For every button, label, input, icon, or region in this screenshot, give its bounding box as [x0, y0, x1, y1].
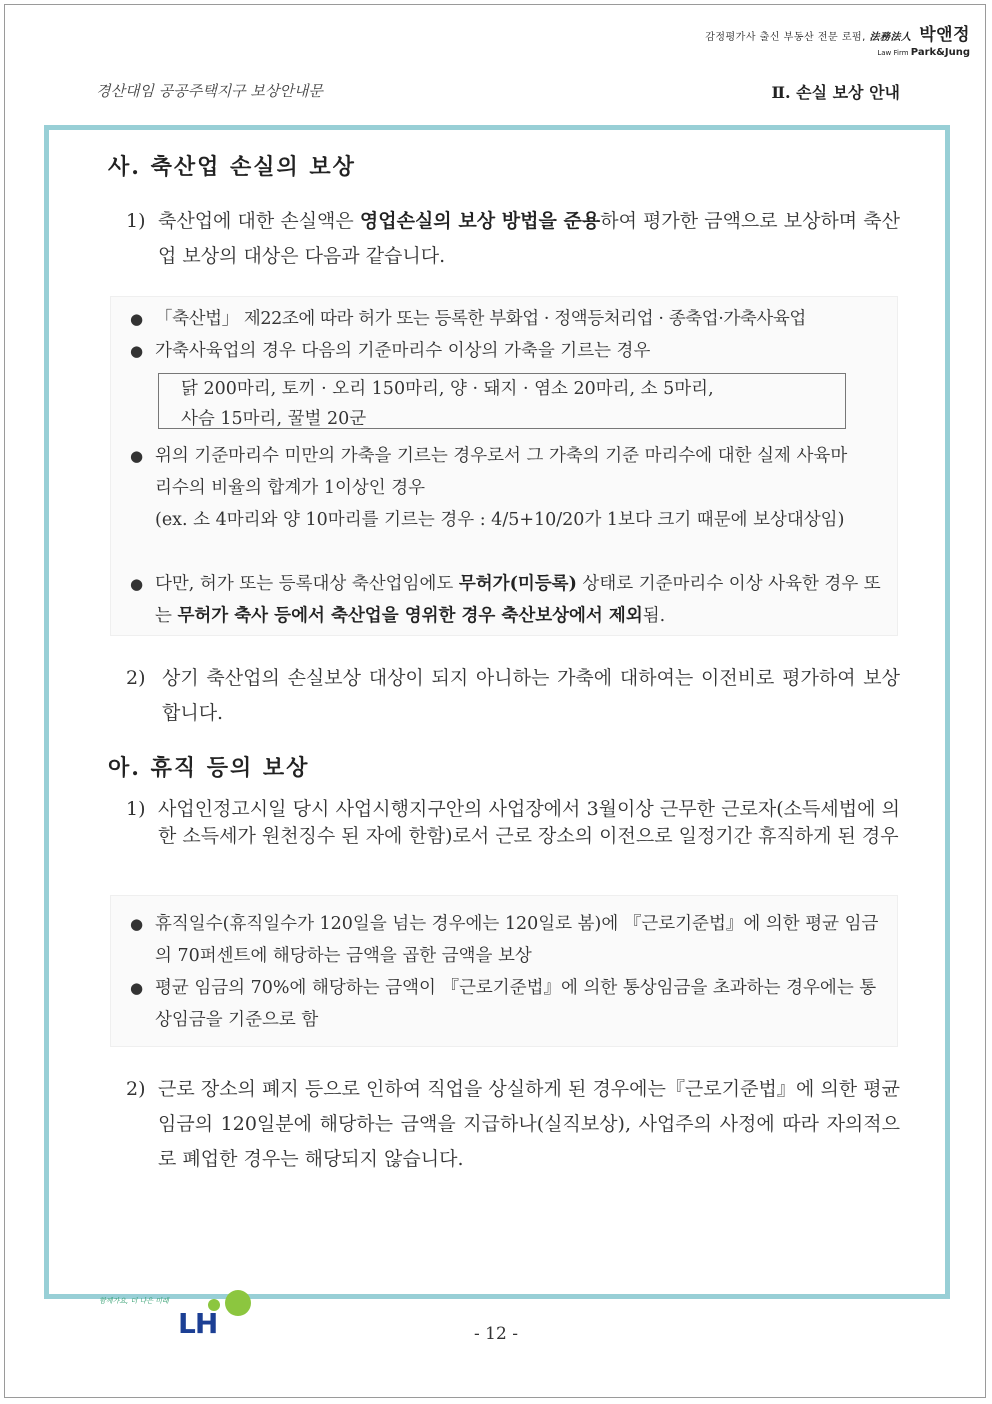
bold-text-run: 영업손실의 보상 방법을 준용	[359, 210, 601, 232]
bullet-text	[130, 568, 892, 632]
bullet-text: 평균 임금의 70%에 해당하는 금액이 『근로기준법』에 의한 통상임금을 초과하는 경우에는 통상임금을 기준으로 함	[155, 978, 877, 1030]
bullet-dot-icon: ●	[130, 342, 144, 360]
page-number: - 12 -	[474, 1324, 518, 1344]
bullet-item	[130, 440, 860, 504]
bullet-dot-icon: ●	[130, 447, 144, 465]
threshold-counts-box	[158, 373, 846, 429]
threshold-counts-line: 사슴 15마리, 꿀벌 20군	[181, 409, 367, 429]
firm-line-main	[705, 20, 970, 45]
threshold-counts-line: 닭 200마리, 토끼 · 오리 150마리, 양 · 돼지 · 염소 20마리, 소 5마리,	[181, 379, 714, 399]
paragraph-number: 2)	[126, 1078, 146, 1100]
document-title: 경산대임 공공주택지구 보상안내문	[96, 82, 323, 100]
firm-sub-label: Law Firm	[877, 49, 909, 57]
text-run: 상태로 기준마리수 이상 사육한 경우 또는	[155, 574, 881, 626]
bullet-item	[130, 908, 880, 972]
text-run: 하여 평가한 금액으로 보상하며 축산업 보상의 대상은 다음과 같습니다.	[158, 210, 900, 267]
bullet-dot-icon: ●	[130, 310, 144, 328]
paragraph-number: 1)	[126, 798, 146, 820]
firm-tagline: 감정평가사 출신 부동산 전문 로펌,	[705, 32, 866, 43]
bullet-text: 가축사육업의 경우 다음의 기준마리수 이상의 가축을 기르는 경우	[155, 341, 651, 361]
text-run: 됨.	[642, 606, 666, 626]
section-heading-livestock: 사. 축산업 손실의 보상	[108, 154, 356, 180]
firm-name-en: Park&Jung	[910, 47, 970, 58]
bullet-dot-icon: ●	[130, 915, 144, 933]
section-heading-leave: 아. 휴직 등의 보상	[108, 755, 310, 781]
firm-line-sub	[705, 47, 970, 58]
bullet-item	[130, 568, 892, 632]
law-firm-header	[705, 20, 970, 58]
firm-org-type: 法務法人	[869, 32, 912, 43]
bullet-text: 「축산법」 제22조에 따라 허가 또는 등록한 부화업 · 정액등처리업 · 종축업·가축사육업	[155, 309, 806, 329]
paragraph-body: 근로 장소의 폐지 등으로 인하여 직업을 상실하게 된 경우에는『근로기준법』에 의한 평균임금의 120일분에 해당하는 금액을 지급하나(실직보상), 사업주의 사정에 따라 자의적으로 폐업한 경우는 해당되지 않습니다.	[158, 1078, 900, 1170]
leave-paragraph-2	[126, 1072, 900, 1177]
bold-text-run: 무허가(미등록)	[458, 574, 577, 594]
bullet-item	[130, 972, 880, 1036]
paragraph-body: 상기 축산업의 손실보상 대상이 되지 아니하는 가축에 대하여는 이전비로 평가하여 보상합니다.	[162, 667, 900, 724]
firm-name-ko: 박앤정	[919, 25, 970, 45]
chapter-title: Ⅱ. 손실 보상 안내	[771, 83, 900, 102]
text-run: 다만, 허가 또는 등록대상 축산업임에도	[155, 574, 459, 594]
bold-text-run: 무허가 축사 등에서 축산업을 영위한 경우 축산보상에서 제외	[177, 606, 643, 626]
leave-paragraph-1	[126, 796, 900, 850]
bullet-text: 위의 기준마리수 미만의 가축을 기르는 경우로서 그 가축의 기준 마리수에 대한 실제 사육마리수의 비율의 합계가 1이상인 경우	[155, 446, 848, 498]
bullet-dot-icon: ●	[130, 979, 144, 997]
paragraph-body: 사업인정고시일 당시 사업시행지구안의 사업장에서 3월이상 근무한 근로자(소득세법에 의한 소득세가 원천징수 된 자에 한함)로서 근로 장소의 이전으로 일정기간 휴직하게 된 경우	[158, 798, 900, 847]
livestock-paragraph-2	[126, 661, 900, 731]
paragraph-body	[126, 204, 900, 274]
text-run: 축산업에 대한 손실액은	[158, 210, 360, 232]
bullet-example	[130, 504, 892, 536]
paragraph-number: 2)	[126, 667, 146, 689]
paragraph-number: 1)	[126, 210, 146, 232]
footer-slogan: 함께가요, 더 나은 미래	[99, 1297, 169, 1305]
bullet-item	[130, 335, 890, 367]
lh-logo-text: LH	[178, 1307, 218, 1340]
bullet-dot-icon: ●	[130, 575, 144, 593]
bullet-item	[130, 303, 890, 335]
example-text: (ex. 소 4마리와 양 10마리를 기르는 경우 : 4/5+10/20가 1보다 크기 때문에 보상대상임)	[155, 510, 845, 530]
bullet-text: 휴직일수(휴직일수가 120일을 넘는 경우에는 120일로 봄)에 『근로기준법』에 의한 평균 임금의 70퍼센트에 해당하는 금액을 곱한 금액을 보상	[155, 914, 879, 966]
livestock-paragraph-1	[126, 204, 900, 274]
